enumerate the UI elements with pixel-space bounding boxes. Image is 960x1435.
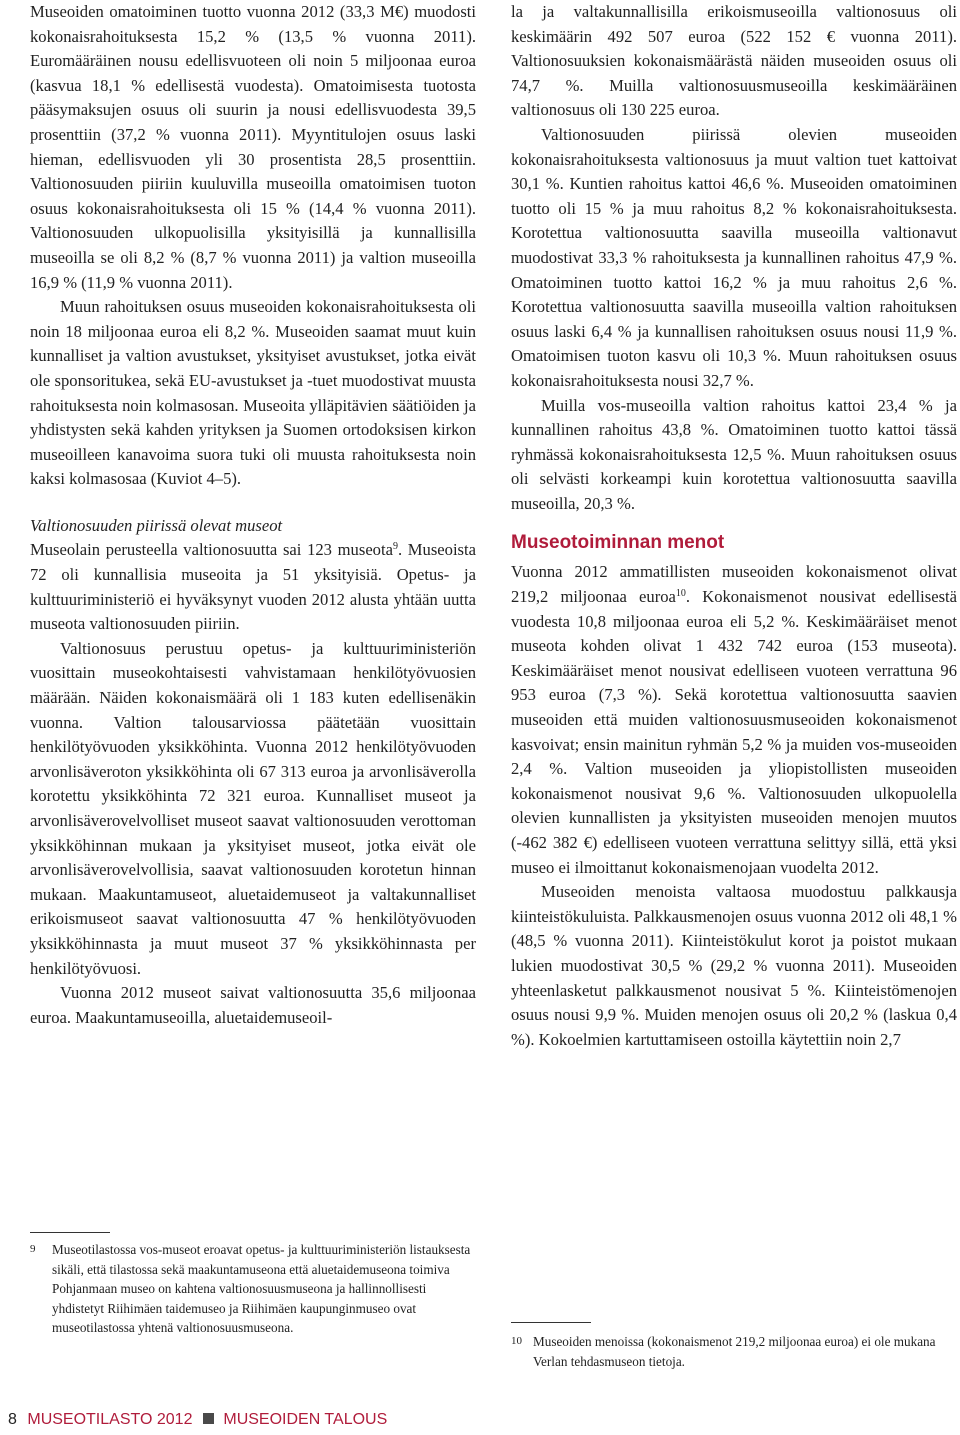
footnote-reference: 10: [675, 588, 686, 600]
spacer: [30, 492, 476, 506]
left-column: [30, 0, 476, 1030]
paragraph-text: Museolain perusteella valtionosuutta sai 123 museota: [30, 540, 393, 560]
paragraph-text: . Museoista 72 oli kunnallisia museoita ja 51 yksityisiä. Opetus- ja kulttuuriministeriö ei hyväksynyt vuoden 2012 alusta yhtään uutta museota valtionosuuden piiriin.: [30, 540, 476, 634]
page-number: 8: [8, 1411, 17, 1428]
footnote: [30, 1240, 476, 1338]
body-paragraph: Muun rahoituksen osuus museoiden kokonaisrahoituksesta oli noin 18 miljoonaa euroa eli 8,2 %. Museoiden saamat muut kuin kunnalliset ja valtion avustukset, yksityiset avustukset, jotka eivät ole sponsoritukea, sekä EU-avustukset ja -tuet muodostivat muusta rahoituksesta noin kolmasosan. Museoita ylläpitävien säätiöiden ja yhdistysten sekä kahden yrityksen ja Suomen ortodoksisen kirkon museoilleen kanavoima suora tuki oli muusta rahoituksesta noin kaksi kolmasosaa (Kuviot 4–5).: [30, 297, 476, 489]
paragraph-text: Vuonna 2012 ammatillisten museoiden kokonaismenot olivat 219,2 miljoonaa euroa: [511, 562, 957, 607]
footnote: [511, 1332, 957, 1371]
body-paragraph: [30, 538, 476, 636]
footnote-number: 9: [30, 1243, 36, 1255]
square-separator-icon: [203, 1413, 214, 1424]
body-paragraph: Valtionosuuden piirissä olevien museoiden kokonaisrahoituksesta valtionosuus ja muut valtion tuet kattoivat 30,1 %. Kuntien rahoitus kattoi 46,6 %. Museoiden omatoiminen tuotto oli 15 % ja muu rahoitus 8,2 % kokonaisrahoituksesta. Korotettua valtionosuutta saavilla museoilla valtionavut muodostivat 33,3 % rahoituksesta ja kunnallinen rahoitus 47,9 %. Omatoiminen tuotto kattoi 16,2 % ja muu rahoitus 2,6 %. Korotettua valtionosuutta saavilla museoilla valtion rahoituksen osuus laski 6,4 % ja kunnallisen rahoituksen osuus nousi 11,9 %. Omatoimisen tuoton kasvu oli 10,3 %. Muun rahoituksen osuus kokonaisrahoituksesta nousi 32,7 %.: [511, 124, 957, 390]
publication-name: MUSEOTILASTO 2012: [27, 1411, 193, 1428]
body-paragraph: Vuonna 2012 museot saivat valtionosuutta 35,6 miljoonaa euroa. Maakuntamuseoilla, aluetaidemuseoil-: [30, 983, 476, 1027]
paragraph-text: . Kokonaismenot nousivat edellisestä vuodesta 10,8 miljoonaa euroa eli 5,2 %. Keskimääräiset menot museota kohden olivat 1 432 742 euroa (153 museota). Keskimääräiset menot nousivat edelliseen vuoteen verrattuna 96 953 euroa (7,3 %). Sekä korotettua valtionosuutta saavien museoiden että muiden valtionosuusmuseoiden kokonaismenot kasvoivat; ensin mainitun ryhmän 5,2 % ja muiden vos-museoiden 2,4 %. Valtion museoiden ja yliopistollisten museoiden kokonaismenot nousivat 9,6 %. Valtionosuuden ulkopuolella olevien kunnallisten ja yksityisten museoiden menojen muutos (-462 382 €) edelliseen vuoteen verrattuna selittyy sillä, että yksi museo ei ilmoittanut kokonaismenojaan vuodelta 2012.: [511, 587, 957, 877]
body-paragraph: la ja valtakunnallisilla erikoismuseoilla valtionosuus oli keskimäärin 492 507 euroa (522 152 € vuonna 2011). Valtionosuuksien kokonaismäärästä näiden museoiden osuus oli 74,7 %. Muilla valtionosuusmuseoilla keskimääräinen valtionosuus oli 130 225 euroa.: [511, 2, 957, 120]
page-footer: [8, 1410, 387, 1430]
body-paragraph: Valtionosuus perustuu opetus- ja kulttuuriministeriön vuosittain museokohtaisesti vahvistamaan henkilötyövuosien määrään. Näiden kokonaismäärä oli 1 183 kuten edellisenäkin vuonna. Valtion talousarviossa päätetään vuosittain henkilötyövuoden yksikköhinta. Vuonna 2012 henkilötyövuoden arvonlisäveroton yksikköhinta oli 67 313 euroa ja arvonlisäverolla korotettu yksikköhinta 72 321 euroa. Kunnalliset museot ja arvonlisäverovelvolliset museot saavat valtionosuuden verottoman yksikköhinnan mukaan ja yksityiset museot, jotka eivät ole arvonlisäverovelvollisia, saavat valtionosuuden korotetun hinnan mukaan. Maakuntamuseot, aluetaidemuseot ja valtakunnalliset erikoismuseot saavat valtionosuutta 47 % henkilötyövuoden yksikköhinnasta ja muut museot 37 % yksikköhinnasta per henkilötyövuosi.: [30, 638, 476, 978]
footnote-number: 10: [511, 1335, 522, 1347]
footnote-text: Museotilastossa vos-museot eroavat opetus- ja kulttuuriministeriön listauksesta sikäli, että tilastossa sekä maakuntamuseona että aluetaidemuseona toimiva Pohjanmaan museo on kahtena valtionosuusmuseona ja hallinnollisesti yhdistetyt Riihimäen taidemuseo ja Riihimäen kaupunginmuseo ovat museotilastossa yhtenä valtionosuusmuseona.: [52, 1242, 471, 1336]
footnote-reference: 9: [392, 541, 398, 553]
footnote-rule: [30, 1232, 110, 1233]
spacer: [511, 516, 957, 530]
footnote-rule: [511, 1322, 591, 1323]
body-paragraph: Museoiden menoista valtaosa muodostuu palkkausja kiinteistökuluista. Palkkausmenojen osuus vuonna 2012 oli 48,1 % (48,5 % vuonna 2011). Kiinteistökulut korot ja poistot mukaan lukien muodostivat 30,5 % (29,2 % vuonna 2011). Museoiden yhteenlasketut palkkausmenot nousivat 5 %. Kiinteistömenojen osuus nousi 9,9 %. Muiden menojen osuus oli 20,2 % (laskua 0,4 %). Kokoelmien kartuttamiseen ostoilla käytettiin noin 2,7: [511, 882, 957, 1049]
right-column: [511, 0, 957, 1052]
body-paragraph: Museoiden omatoiminen tuotto vuonna 2012 (33,3 M€) muodosti kokonaisrahoituksesta 15,2 % (13,5 % vuonna 2011). Euromääräinen nousu edellisvuoteen oli noin 5 miljoonaa euroa (kasvua 18,1 % edellisestä vuodesta). Omatoimisesta tuotosta pääsymaksujen osuus oli suurin ja nousi edellisvuodesta 39,5 prosenttiin (37,2 % vuonna 2011). Myyntitulojen osuus laski hieman, edellisvuoden yli 30 prosentista 28,5 prosenttiin. Valtionosuuden piiriin kuuluvilla museoilla omatoimisen tuoton osuus kokonaisrahoituksesta oli 15 % (14,4 % vuonna 2011). Valtionosuuden ulkopuolisilla yksityisillä ja kunnallisilla museoilla se oli 8,2 % (8,7 % vuonna 2011) ja valtion museoilla 16,9 % (11,9 % vuonna 2011).: [30, 2, 476, 292]
subheading: Valtionosuuden piirissä olevat museot: [30, 515, 283, 535]
body-paragraph: [511, 560, 957, 880]
section-name: MUSEOIDEN TALOUS: [223, 1411, 388, 1428]
body-paragraph: Muilla vos-museoilla valtion rahoitus kattoi 23,4 % ja kunnallinen rahoitus 43,8 %. Omatoiminen tuotto kattoi tässä ryhmässä kokonaisrahoituksesta 12,5 %. Muun rahoituksen osuus oli selvästi korkeampi kuin korotettua valtionosuutta saavilla museoilla, 20,3 %.: [511, 395, 957, 513]
footnote-text: Museoiden menoissa (kokonaismenot 219,2 miljoonaa euroa) ei ole mukana Verlan tehdasmuseon tietoja.: [533, 1334, 936, 1369]
section-title: Museotoiminnan menot: [511, 532, 725, 554]
